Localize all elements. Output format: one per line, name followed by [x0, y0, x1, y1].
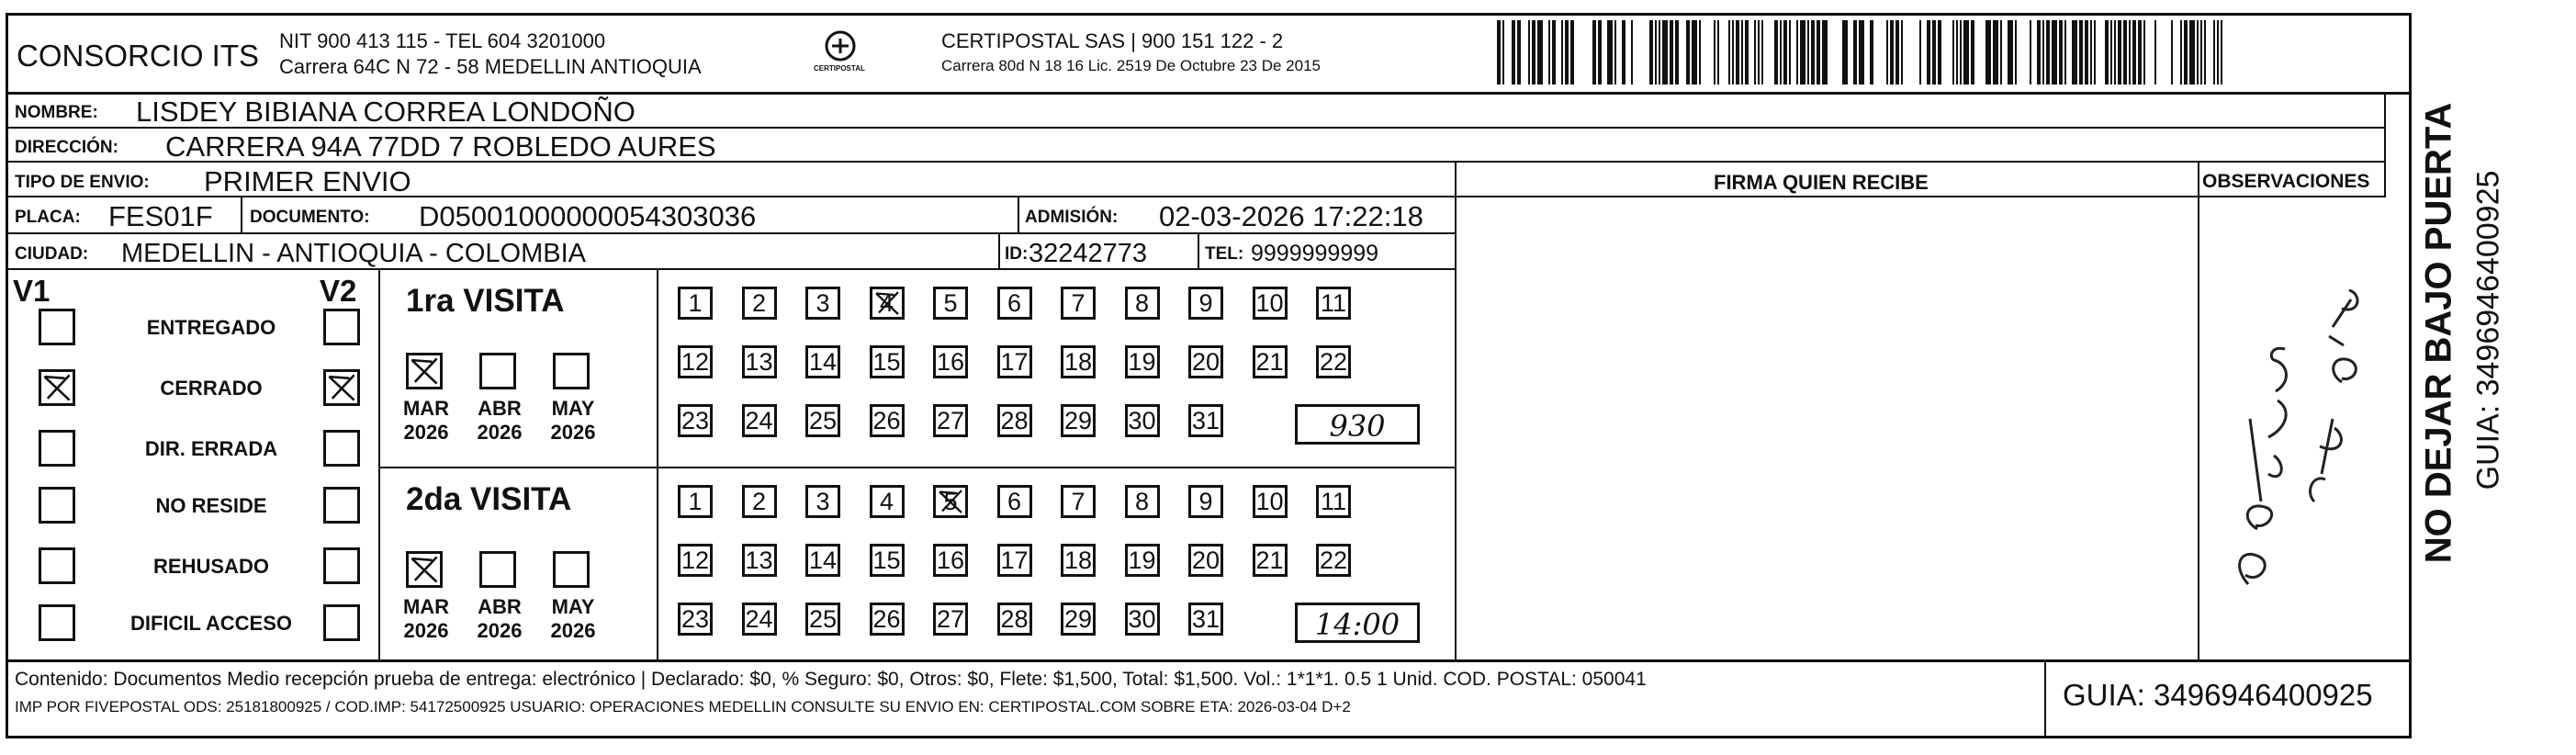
status-label: NO RESIDE: [155, 494, 267, 517]
barcode-bar: [1963, 20, 1969, 85]
month-label: MAY: [551, 397, 595, 420]
send-type-value: PRIMER ENVIO: [204, 165, 411, 197]
day-box[interactable]: 27: [933, 603, 968, 636]
barcode-bar: [1811, 20, 1815, 85]
barcode-bar: [1956, 20, 1958, 85]
check-mark-icon: [409, 554, 440, 585]
day-box[interactable]: 27: [933, 404, 968, 437]
day-box[interactable]: 12: [678, 544, 713, 577]
day-box[interactable]: 31: [1188, 603, 1223, 636]
day-box[interactable]: 28: [997, 603, 1032, 636]
col-divider: [1018, 196, 1019, 232]
admission-value: 02-03-2026 17:22:18: [1159, 200, 1423, 232]
day-box[interactable]: 23: [678, 603, 713, 636]
side-guia: GUIA: 3496946400925: [2470, 170, 2506, 490]
document-label: DOCUMENTO:: [250, 208, 370, 227]
barcode-bar: [1842, 20, 1848, 85]
barcode-bar: [2030, 20, 2031, 85]
right-box-edge: [2384, 92, 2386, 197]
barcode-bar: [1714, 20, 1715, 85]
barcode-bar: [1758, 20, 1760, 85]
company-address: Carrera 64C N 72 - 58 MEDELLIN ANTIOQUIA: [279, 55, 702, 78]
barcode-bar: [1502, 20, 1504, 85]
month-label: MAR: [402, 397, 450, 420]
barcode-bar: [1932, 20, 1936, 85]
month-checkbox[interactable]: [479, 551, 516, 588]
day-box[interactable]: 9: [1188, 485, 1223, 518]
barcode-bar: [2114, 20, 2116, 85]
v1-label: V1: [13, 274, 51, 308]
side-labels: [2412, 92, 2573, 661]
day-box[interactable]: 21: [1253, 345, 1288, 378]
barcode-bar: [2059, 20, 2063, 85]
barcode-bar: [2200, 20, 2202, 85]
check-mark-icon: [936, 488, 965, 515]
barcode-bar: [1512, 20, 1515, 85]
barcode-bar: [2015, 20, 2017, 85]
barcode-bar: [2079, 20, 2083, 85]
barcode-bar: [1699, 20, 1701, 85]
barcode-bar: [2143, 20, 2145, 85]
day-box[interactable]: 10: [1253, 485, 1288, 518]
barcode-bar: [1670, 20, 1673, 85]
status-v1-checkbox[interactable]: [39, 487, 75, 524]
barcode-bar: [2204, 20, 2206, 85]
month-label: MAR: [402, 595, 450, 618]
name-value: LISDEY BIBIANA CORREA LONDOÑO: [136, 96, 636, 128]
month-year: 2026: [403, 619, 449, 642]
month-label: MAY: [551, 595, 595, 618]
day-box[interactable]: 5: [933, 485, 968, 518]
visit-time: 930: [1329, 409, 1386, 444]
status-label: DIR. ERRADA: [144, 437, 278, 460]
barcode-bar: [1960, 20, 1962, 85]
day-box[interactable]: 28: [997, 404, 1032, 437]
day-box[interactable]: 26: [870, 603, 905, 636]
day-box[interactable]: 22: [1316, 544, 1351, 577]
barcode-bar: [1565, 20, 1569, 85]
day-box[interactable]: 3: [805, 287, 840, 320]
barcode-bar: [2046, 20, 2050, 85]
barcode-bar: [1870, 20, 1873, 85]
barcode-bar: [1548, 20, 1550, 85]
col-divider: [1198, 232, 1199, 268]
month-year: 2026: [550, 421, 596, 444]
status-v1-checkbox[interactable]: [39, 430, 75, 467]
day-box[interactable]: 2: [742, 287, 777, 320]
day-box[interactable]: 26: [870, 404, 905, 437]
day-box[interactable]: 5: [933, 287, 968, 320]
footer-line1: Contenido: Documentos Medio recepción prueba de entrega: electrónico | Declarado: $0, % Seguro: $0, Otros: $0, Flete: $1,500, Total: $1,500. Vol.: 1*1*1. 0.5 1 Unid. COD. POSTAL: 050041: [15, 669, 1647, 690]
courier-name: CERTIPOSTAL SAS | 900 151 122 - 2: [941, 29, 1284, 52]
month-year: 2026: [550, 619, 596, 642]
barcode-bar: [1780, 20, 1782, 85]
day-box[interactable]: 17: [997, 544, 1032, 577]
barcode-bar: [2123, 20, 2127, 85]
barcode-bar: [1783, 20, 1787, 85]
barcode-bar: [1686, 20, 1690, 85]
barcode-bar: [1607, 20, 1613, 85]
status-label: REHUSADO: [153, 555, 269, 578]
day-box[interactable]: 25: [805, 404, 840, 437]
footer-guia: GUIA: 3496946400925: [2063, 678, 2373, 712]
signature-area[interactable]: [1460, 198, 2195, 658]
day-box[interactable]: 9: [1188, 287, 1223, 320]
day-box[interactable]: 11: [1316, 485, 1351, 518]
barcode-bar: [1659, 20, 1660, 85]
status-v2-checkbox[interactable]: [323, 309, 360, 345]
day-box[interactable]: 1: [678, 485, 713, 518]
address-value: CARRERA 94A 77DD 7 ROBLEDO AURES: [165, 130, 716, 163]
status-label: DIFICIL ACCESO: [129, 612, 292, 635]
day-box[interactable]: 6: [997, 287, 1032, 320]
day-box[interactable]: 20: [1188, 544, 1223, 577]
barcode-bar: [2138, 20, 2142, 85]
barcode-bar: [1774, 20, 1778, 85]
logo-text: CERTIPOSTAL: [814, 64, 865, 73]
check-mark-icon: [872, 289, 902, 317]
day-box[interactable]: 7: [1061, 287, 1096, 320]
barcode-bar: [1741, 20, 1743, 85]
barcode-bar: [2072, 20, 2077, 85]
day-box[interactable]: 24: [742, 404, 777, 437]
status-v1-checkbox[interactable]: [39, 547, 75, 584]
day-box[interactable]: 17: [997, 345, 1032, 378]
barcode-bar: [1807, 20, 1809, 85]
barcode-bar: [2064, 20, 2066, 85]
city-value: MEDELLIN - ANTIOQUIA - COLOMBIA: [121, 239, 586, 268]
barcode-bar: [2008, 20, 2013, 85]
month-right-edge: [657, 268, 658, 659]
barcode-bar: [1895, 20, 1899, 85]
barcode-bar: [1971, 20, 1974, 85]
status-v1-checkbox[interactable]: [39, 369, 75, 406]
observations-handwriting: [2204, 198, 2382, 658]
month-year: 2026: [477, 421, 523, 444]
barcode-bar: [2132, 20, 2136, 85]
barcode-bar: [1927, 20, 1930, 85]
day-box[interactable]: 13: [742, 544, 777, 577]
month-year: 2026: [403, 421, 449, 444]
visit-time-box[interactable]: [1295, 603, 1420, 643]
status-label: CERRADO: [160, 377, 263, 400]
day-box[interactable]: 19: [1125, 544, 1160, 577]
day-box[interactable]: 16: [933, 544, 968, 577]
barcode-bar: [2000, 20, 2002, 85]
barcode-bar: [1796, 20, 1798, 85]
barcode-bar: [1853, 20, 1857, 85]
col-divider: [241, 196, 242, 232]
day-box[interactable]: 3: [805, 485, 840, 518]
visit-title: 1ra VISITA: [406, 283, 565, 319]
barcode-bar: [1552, 20, 1556, 85]
barcode-bar: [1655, 20, 1657, 85]
col-divider: [998, 232, 1000, 268]
day-box[interactable]: 24: [742, 603, 777, 636]
visit-divider: [378, 467, 1455, 468]
signature-header: FIRMA QUIEN RECIBE: [1714, 171, 1929, 194]
day-box[interactable]: 12: [678, 345, 713, 378]
status-v1-checkbox[interactable]: [39, 604, 75, 641]
barcode-bar: [2197, 20, 2199, 85]
barcode-bar: [1901, 20, 1903, 85]
city-label: CIUDAD:: [15, 244, 89, 264]
day-box[interactable]: 29: [1061, 404, 1096, 437]
barcode-bar: [2105, 20, 2109, 85]
day-box[interactable]: 8: [1125, 287, 1160, 320]
day-box[interactable]: 14: [805, 544, 840, 577]
day-box[interactable]: 18: [1061, 544, 1096, 577]
send-type-label: TIPO DE ENVIO:: [15, 173, 150, 192]
company-name: CONSORCIO ITS: [17, 39, 260, 73]
month-label: ABR: [478, 397, 522, 420]
day-box[interactable]: 14: [805, 345, 840, 378]
barcode-bar: [1890, 20, 1894, 85]
day-box[interactable]: 30: [1125, 404, 1160, 437]
barcode-bar: [1570, 20, 1574, 85]
barcode-bar: [2042, 20, 2044, 85]
barcode-bar: [1728, 20, 1730, 85]
address-label: DIRECCIÓN:: [15, 138, 118, 157]
day-box[interactable]: 21: [1253, 544, 1288, 577]
check-mark-icon: [409, 355, 440, 387]
courier-logo: [808, 28, 872, 81]
signature-header-line: [1455, 196, 2384, 197]
barcode-bar: [1761, 20, 1763, 85]
day-box[interactable]: 18: [1061, 345, 1096, 378]
day-box[interactable]: 8: [1125, 485, 1160, 518]
status-v2-checkbox[interactable]: [323, 430, 360, 467]
name-label: NOMBRE:: [15, 103, 98, 122]
courier-address: Carrera 80d N 18 16 Lic. 2519 De Octubre 23 De 2015: [941, 57, 1321, 74]
admission-label: ADMISIÓN:: [1025, 208, 1119, 227]
day-box[interactable]: 20: [1188, 345, 1223, 378]
barcode-bar: [2189, 20, 2195, 85]
barcode-bar: [1817, 20, 1820, 85]
v2-label: V2: [320, 274, 357, 308]
barcode-bar: [1532, 20, 1535, 85]
day-box[interactable]: 23: [678, 404, 713, 437]
barcode-bar: [2129, 20, 2131, 85]
observations-header: OBSERVACIONES: [2202, 171, 2370, 192]
barcode-bar: [1692, 20, 1697, 85]
day-box[interactable]: 22: [1316, 345, 1351, 378]
barcode-bar: [1985, 20, 1991, 85]
barcode-bar: [1675, 20, 1679, 85]
status-v2-checkbox[interactable]: [323, 369, 360, 406]
month-checkbox[interactable]: [553, 551, 590, 588]
status-v2-checkbox[interactable]: [323, 487, 360, 524]
barcode-bar: [2090, 20, 2092, 85]
barcode: [1497, 20, 2222, 85]
visit-time: 14:00: [1314, 607, 1400, 642]
day-box[interactable]: 1: [678, 287, 713, 320]
barcode-bar: [1631, 20, 1633, 85]
barcode-bar: [2037, 20, 2041, 85]
barcode-bar: [1497, 20, 1501, 85]
tel-value: 9999999999: [1251, 241, 1379, 266]
day-box[interactable]: 15: [870, 544, 905, 577]
plate-value: FES01F: [108, 200, 213, 232]
day-box[interactable]: 30: [1125, 603, 1160, 636]
month-checkbox[interactable]: [406, 551, 443, 588]
id-label: ID:: [1005, 244, 1029, 264]
barcode-bar: [2180, 20, 2182, 85]
barcode-bar: [2085, 20, 2088, 85]
barcode-bar: [2184, 20, 2188, 85]
barcode-bar: [2213, 20, 2215, 85]
day-box[interactable]: 10: [1253, 287, 1288, 320]
check-mark-icon: [41, 372, 73, 403]
day-box[interactable]: 25: [805, 603, 840, 636]
tel-label: TEL:: [1205, 244, 1244, 264]
barcode-bar: [1822, 20, 1828, 85]
day-box[interactable]: 6: [997, 485, 1032, 518]
barcode-bar: [2094, 20, 2096, 85]
month-checkbox[interactable]: [406, 353, 443, 389]
month-label: ABR: [478, 595, 522, 618]
header-divider: [6, 92, 2412, 95]
barcode-bar: [1561, 20, 1563, 85]
month-year: 2026: [477, 619, 523, 642]
id-value: 32242773: [1029, 239, 1148, 268]
barcode-bar: [1886, 20, 1888, 85]
barcode-bar: [1614, 20, 1616, 85]
barcode-bar: [1952, 20, 1954, 85]
barcode-bar: [1598, 20, 1602, 85]
status-right-edge: [378, 268, 380, 659]
barcode-bar: [1745, 20, 1749, 85]
document-value: D05001000000054303036: [419, 200, 757, 232]
status-v1-checkbox[interactable]: [39, 309, 75, 345]
check-mark-icon: [326, 372, 357, 403]
barcode-bar: [2110, 20, 2112, 85]
barcode-bar: [1537, 20, 1543, 85]
barcode-bar: [1592, 20, 1596, 85]
side-title: NO DEJAR BAJO PUERTA: [2418, 102, 2459, 564]
day-box[interactable]: 29: [1061, 603, 1096, 636]
visit-time-box[interactable]: [1295, 404, 1420, 445]
barcode-bar: [1732, 20, 1734, 85]
month-checkbox[interactable]: [479, 353, 516, 389]
day-box[interactable]: 7: [1061, 485, 1096, 518]
barcode-bar: [2052, 20, 2057, 85]
day-box[interactable]: 4: [870, 485, 905, 518]
barcode-bar: [2217, 20, 2219, 85]
barcode-bar: [1859, 20, 1864, 85]
barcode-bar: [1754, 20, 1756, 85]
barcode-bar: [1649, 20, 1653, 85]
barcode-bar: [1528, 20, 1530, 85]
barcode-bar: [2221, 20, 2222, 85]
day-box[interactable]: 11: [1316, 287, 1351, 320]
barcode-bar: [2118, 20, 2121, 85]
day-box[interactable]: 15: [870, 345, 905, 378]
barcode-bar: [2171, 20, 2173, 85]
plate-label: PLACA:: [15, 208, 81, 227]
barcode-bar: [1800, 20, 1805, 85]
barcode-bar: [1789, 20, 1791, 85]
footer-line2: IMP POR FIVEPOSTAL ODS: 25181800925 / COD.IMP: 54172500925 USUARIO: OPERACIONES MEDELLIN CONSULTE SU ENVIO EN: CERTIPOSTAL.COM SOBRE ETA: 2026-03-04 D+2: [15, 698, 1351, 716]
observations-left-edge: [2198, 161, 2199, 659]
day-box[interactable]: 16: [933, 345, 968, 378]
day-box[interactable]: 2: [742, 485, 777, 518]
barcode-bar: [1938, 20, 1941, 85]
signature-left-edge: [1455, 161, 1457, 659]
barcode-bar: [1993, 20, 1998, 85]
barcode-bar: [1736, 20, 1739, 85]
barcode-bar: [1517, 20, 1521, 85]
status-v2-checkbox[interactable]: [323, 547, 360, 584]
day-box[interactable]: 4: [870, 287, 905, 320]
day-box[interactable]: 19: [1125, 345, 1160, 378]
company-nit: NIT 900 413 115 - TEL 604 3201000: [279, 29, 606, 52]
status-label: ENTREGADO: [146, 316, 276, 339]
barcode-bar: [1919, 20, 1921, 85]
barcode-bar: [1717, 20, 1719, 85]
month-checkbox[interactable]: [553, 353, 590, 389]
barcode-bar: [2154, 20, 2156, 85]
status-v2-checkbox[interactable]: [323, 604, 360, 641]
barcode-bar: [1622, 20, 1625, 85]
day-box[interactable]: 13: [742, 345, 777, 378]
visit-title: 2da VISITA: [406, 481, 572, 517]
day-box[interactable]: 31: [1188, 404, 1223, 437]
barcode-bar: [1662, 20, 1668, 85]
